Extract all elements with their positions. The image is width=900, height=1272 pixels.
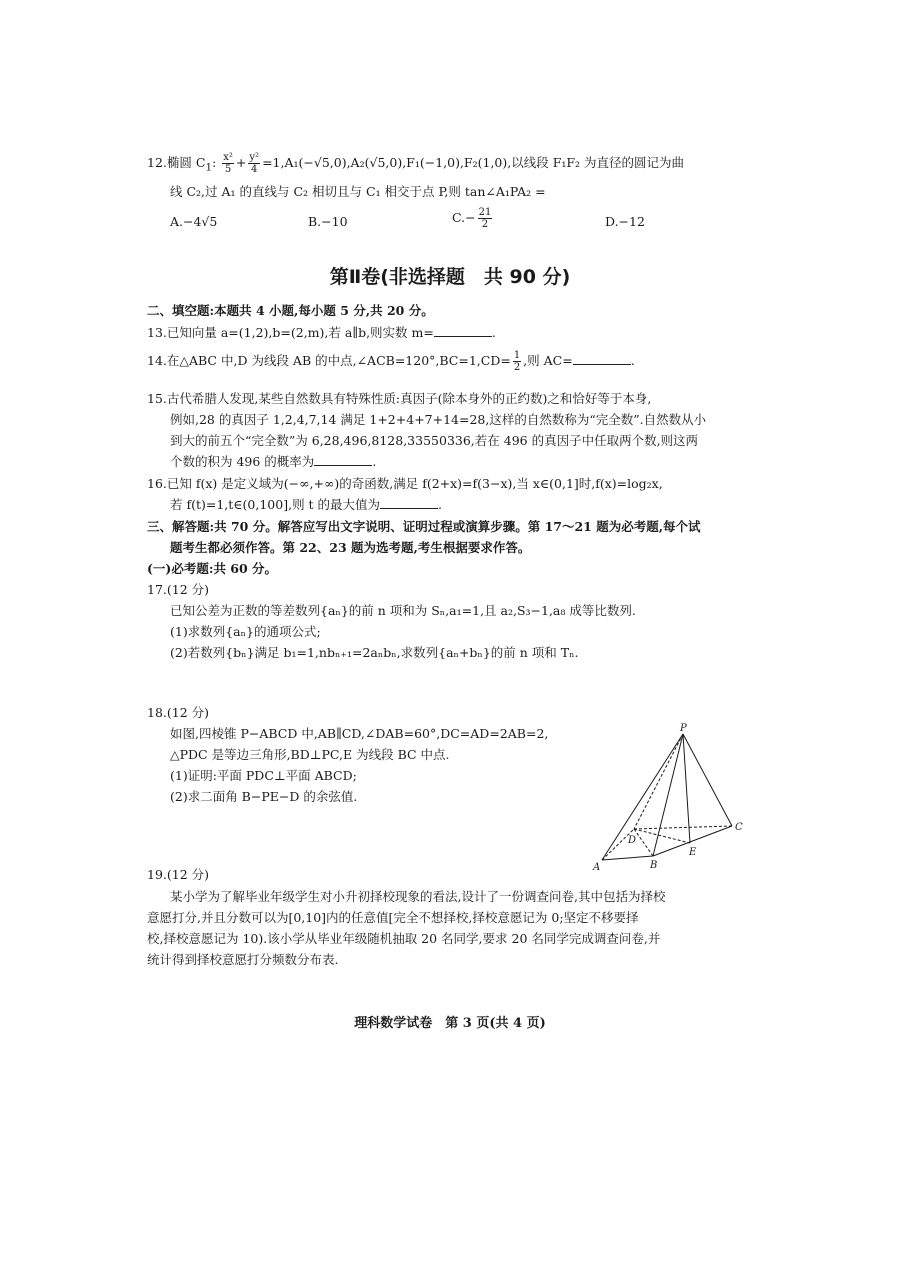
label-p: P bbox=[680, 723, 687, 734]
q12-choice-c bbox=[452, 207, 494, 230]
q15-line4: 个数的积为 496 的概率为 . bbox=[170, 454, 377, 469]
page-footer: 理科数学试卷 第 3 页(共 4 页) bbox=[354, 1016, 546, 1031]
q12-plus: + bbox=[235, 155, 247, 170]
q12-choice-b: B.−10 bbox=[308, 214, 348, 229]
label-a: A bbox=[593, 862, 601, 872]
part3-header-line2: 题考生都必须作答。第 22、23 题为选考题,考生根据要求作答。 bbox=[170, 540, 531, 555]
edge-de bbox=[634, 829, 690, 843]
q12-choice-c-den: 2 bbox=[481, 219, 489, 230]
edge-pe bbox=[683, 734, 690, 843]
q12-sub: 1 bbox=[205, 161, 213, 174]
q12-text-c: =1,A₁(−√5,0),A₂(√5,0),F₁(−1,0),F₂(1,0),以线段 F₁F₂ 为直径的圆记为曲 bbox=[262, 155, 685, 170]
edge-pa bbox=[602, 734, 683, 860]
edge-pc bbox=[683, 734, 732, 826]
q18-head: 18.(12 分) bbox=[147, 705, 210, 720]
q19-line1: 某小学为了解毕业年级学生对小升初择校现象的看法,设计了一份调查问卷,其中包括为择校 bbox=[170, 889, 666, 904]
q19-line4: 统计得到择校意愿打分频数分布表. bbox=[147, 952, 339, 967]
q16-line1: 16.已知 f(x) 是定义域为(−∞,+∞)的奇函数,满足 f(2+x)=f(3−x),当 x∈(0,1]时,f(x)=log₂x, bbox=[147, 476, 663, 491]
edge-ab bbox=[602, 856, 653, 860]
q15-line2: 例如,28 的真因子 1,2,4,7,14 满足 1+2+4+7+14=28,这样的自然数称为“完全数”.自然数从小 bbox=[170, 412, 707, 427]
q12-frac2-den: 4 bbox=[251, 164, 258, 175]
q12-text-a: 椭圆 C bbox=[166, 155, 206, 170]
q14-text-post: ,则 AC= bbox=[523, 353, 573, 368]
q12-choice-d: D.−12 bbox=[605, 214, 645, 229]
q19-head: 19.(12 分) bbox=[147, 867, 210, 882]
edge-pd bbox=[634, 734, 683, 829]
q14-frac-den: 2 bbox=[513, 362, 521, 373]
q12-text-b: : bbox=[212, 155, 217, 170]
label-e: E bbox=[689, 847, 697, 858]
q12-frac1 bbox=[222, 152, 234, 175]
edge-dc bbox=[634, 826, 732, 829]
q12-frac1-den: 5 bbox=[224, 164, 232, 175]
q15-answer-blank bbox=[314, 453, 372, 466]
q12-choice-c-frac bbox=[478, 207, 493, 230]
q14-answer-blank bbox=[573, 352, 631, 365]
label-b: B bbox=[650, 860, 658, 871]
q19-line2: 意愿打分,并且分数可以为[0,10]内的任意值[完全不想择校,择校意愿记为 0;坚定不移要择 bbox=[147, 910, 639, 925]
q13-text: 13.已知向量 a=(1,2),b=(2,m),若 a∥b,则实数 m= bbox=[147, 325, 434, 340]
q12-choice-c-prefix: C.− bbox=[452, 210, 476, 225]
q17-line1: 已知公差为正数的等差数列{aₙ}的前 n 项和为 Sₙ,a₁=1,且 a₂,S₃−1,a₈ 成等比数列. bbox=[170, 603, 636, 618]
q13-answer-blank bbox=[434, 324, 492, 337]
q14-frac-num: 1 bbox=[513, 350, 521, 361]
q15-line4-text: 个数的积为 496 的概率为 bbox=[170, 454, 315, 469]
q15-line1: 15.古代希腊人发现,某些自然数具有特殊性质:真因子(除本身外的正约数)之和恰好等于本身, bbox=[147, 391, 652, 406]
part2-header: 二、填空题:本题共 4 小题,每小题 5 分,共 20 分。 bbox=[147, 303, 434, 318]
q17-line2: (1)求数列{aₙ}的通项公式; bbox=[170, 624, 321, 639]
section2-title: 第Ⅱ卷(非选择题 共 90 分) bbox=[329, 266, 571, 288]
q17-head: 17.(12 分) bbox=[147, 582, 210, 597]
q14: 14.在△ABC 中,D 为线段 AB 的中点,∠ACB=120°,BC=1,CD= $\frac{1}{2}$ ,则 AC= . bbox=[147, 350, 635, 373]
pyramid-figure bbox=[590, 722, 750, 872]
q12-frac2 bbox=[248, 152, 260, 175]
part3-header-line1: 三、解答题:共 70 分。解答应写出文字说明、证明过程或演算步骤。第 17～21 题为必考题,每个试 bbox=[147, 519, 701, 534]
q13: 13.已知向量 a=(1,2),b=(2,m),若 a∥b,则实数 m= . bbox=[147, 325, 496, 340]
q12-frac1-num: x² bbox=[223, 152, 233, 163]
q18-line3: (1)证明:平面 PDC⊥平面 ABCD; bbox=[170, 768, 357, 783]
q18-line1: 如图,四棱锥 P−ABCD 中,AB∥CD,∠DAB=60°,DC=AD=2AB=2, bbox=[170, 726, 549, 741]
q17-line3: (2)若数列{bₙ}满足 b₁=1,nbₙ₊₁=2aₙbₙ,求数列{aₙ+bₙ}的前 n 项和 Tₙ. bbox=[170, 645, 579, 660]
q18-line2: △PDC 是等边三角形,BD⊥PC,E 为线段 BC 中点. bbox=[170, 747, 450, 762]
label-c: C bbox=[735, 822, 743, 833]
q14-text-pre: 14.在△ABC 中,D 为线段 AB 的中点,∠ACB=120°,BC=1,CD= bbox=[147, 353, 511, 368]
q12-line1 bbox=[147, 152, 684, 177]
q14-frac bbox=[513, 350, 521, 373]
q16-line2-text: 若 f(t)=1,t∈(0,100],则 t 的最大值为 bbox=[170, 497, 381, 512]
q12-choice-a: A.−4√5 bbox=[170, 214, 218, 229]
q15-line3: 到大的前五个“完全数”为 6,28,496,8128,33550336,若在 496 的真因子中任取两个数,则这两 bbox=[170, 433, 699, 448]
q18-line4: (2)求二面角 B−PE−D 的余弦值. bbox=[170, 789, 358, 804]
q16-line2: 若 f(t)=1,t∈(0,100],则 t 的最大值为 . bbox=[170, 497, 443, 512]
q19-line3: 校,择校意愿记为 10).该小学从毕业年级随机抽取 20 名同学,要求 20 名同学完成调查问卷,并 bbox=[147, 931, 661, 946]
q12-number: 12. bbox=[147, 155, 167, 170]
q12-frac2-num: y² bbox=[249, 152, 260, 163]
label-d: D bbox=[628, 835, 637, 846]
q16-answer-blank bbox=[380, 496, 438, 509]
required-header: (一)必考题:共 60 分。 bbox=[147, 561, 278, 576]
q12-choice-c-num: 21 bbox=[478, 207, 492, 218]
q12-line2: 线 C₂,过 A₁ 的直线与 C₂ 相切且与 C₁ 相交于点 P,则 tan∠A₁PA₂ = bbox=[170, 184, 546, 199]
